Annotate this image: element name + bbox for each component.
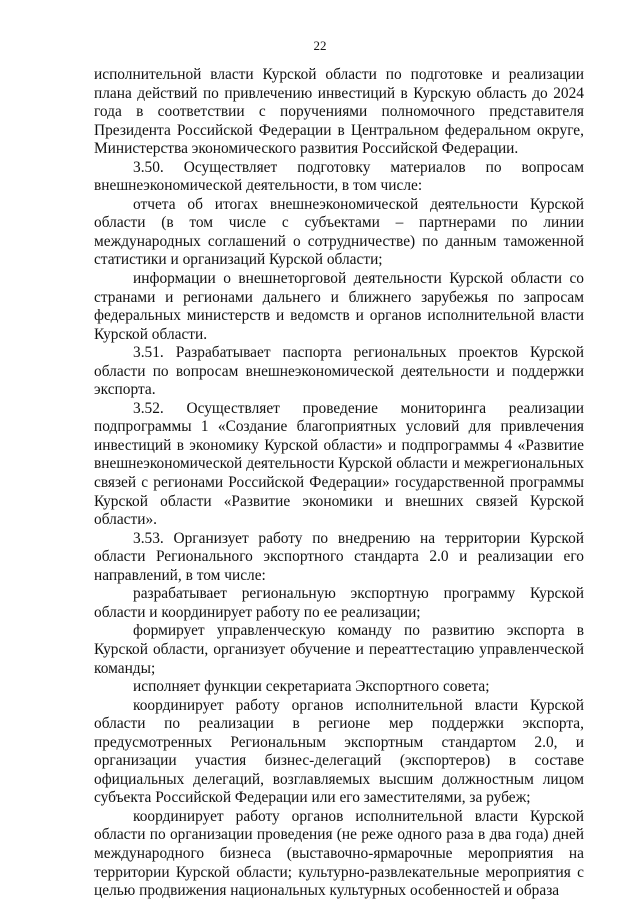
page-number: 22 [313,38,327,53]
paragraph-international-business-days: координирует работу органов исполнительной власти Курской области по организации проведения (не реже одного раза в два года) дней международного бизнеса (выставочно-ярмарочные мероприятия на территории Курской области; культурно-развлекательные мероприятия с целью продвижения национальных культурных особенностей и образа [94,807,584,900]
document-body [94,66,584,901]
paragraph-export-support: координирует работу органов исполнительной власти Курской области по реализации в регионе мер поддержки экспорта, предусмотренных Региональным экспортным стандартом 2.0, и организации участия бизнес-делегаций (экспортеров) в составе официальных делегаций, возглавляемых высшим должностным лицом субъекта Российской Федерации или его заместителями, за рубеж; [94,696,584,807]
paragraph-continuation: исполнительной власти Курской области по подготовке и реализации плана действий по привлечению инвестиций в Курскую область до 2024 года в соответствии с поручениями полномочного представителя Президента Российской Федерации в Центральном федеральном округе, Министерства экономического развития Российской Федерации. [94,66,584,158]
paragraph-3-51: 3.51. Разрабатывает паспорта региональных проектов Курской области по вопросам внешнеэкономической деятельности и поддержки экспорта. [94,344,584,399]
paragraph-export-program: разрабатывает региональную экспортную программу Курской области и координирует работу по ее реализации; [94,585,584,621]
paragraph-trade-information: информации о внешнеторговой деятельности Курской области со странами и регионами дальнего и ближнего зарубежья по запросам федеральных министерств и ведомств и органов исполнительной власти Курской области. [94,270,584,343]
paragraph-secretariat: исполняет функции секретариата Экспортного совета; [133,678,490,696]
paragraph-3-50: 3.50. Осуществляет подготовку материалов по вопросам внешнеэкономической деятельности, в том числе: [94,158,584,195]
paragraph-3-52: 3.52. Осуществляет проведение мониторинга реализации подпрограммы 1 «Создание благоприятных условий для привлечения инвестиций в экономику Курской области» и подпрограммы 4 «Развитие внешнеэкономической деятельности Курской области и межрегиональных связей с регионами Российской Федерации» государственной программы Курской области «Развитие экономики и внешних связей Курской области». [94,399,584,529]
paragraph-3-53: 3.53. Организует работу по внедрению на территории Курской области Регионального экспортного стандарта 2.0 и реализации его направлений, в том числе: [94,529,584,584]
paragraph-management-team: формирует управленческую команду по развитию экспорта в Курской области, организует обучение и переаттестацию управленческой команды; [94,622,584,677]
paragraph-report-results: отчета об итогах внешнеэкономической деятельности Курской области (в том числе с субъектами – партнерами по линии международных соглашений о сотрудничестве) по данным таможенной статистики и организаций Курской области; [94,195,584,269]
